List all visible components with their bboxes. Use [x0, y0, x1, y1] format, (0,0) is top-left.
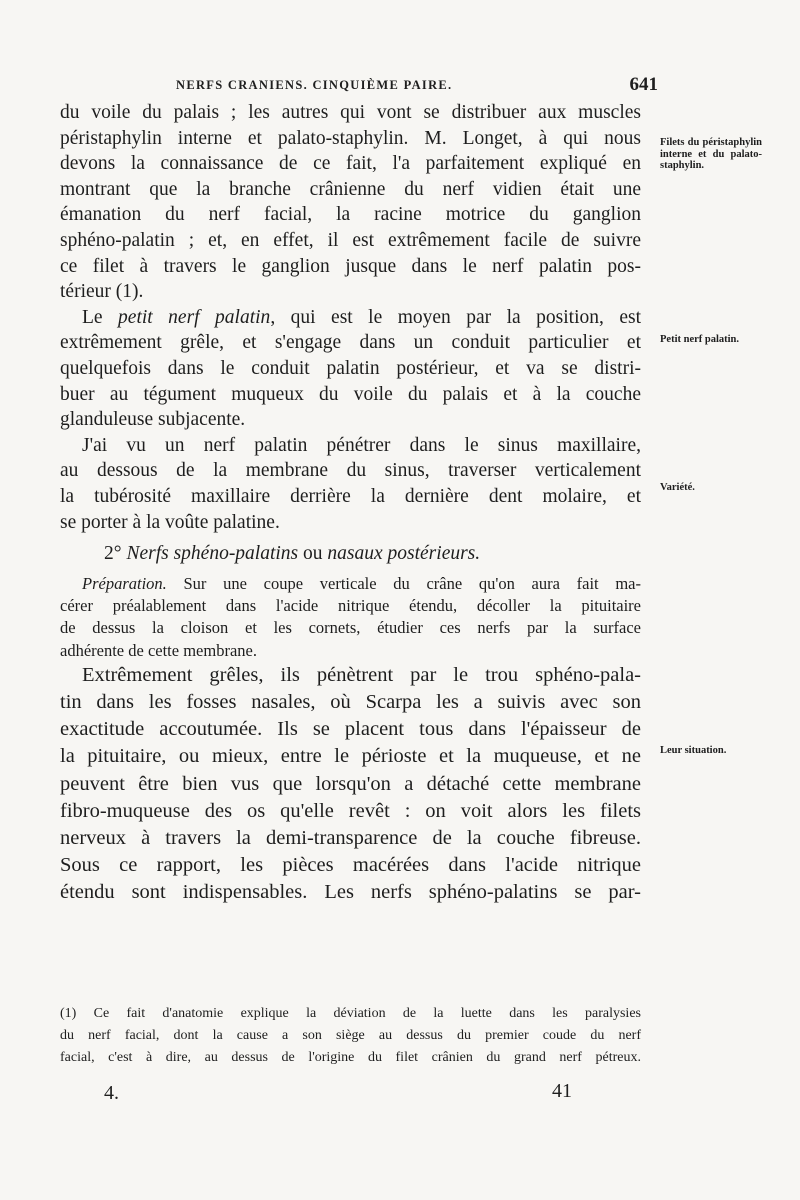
- text-line: buer au tégument muqueux du voile du palais et à la couche: [60, 383, 641, 405]
- section-number: 2°: [104, 543, 122, 565]
- footnote-line: (1) Ce fait d'anatomie explique la déviation de la luette dans les paralysies: [60, 1006, 641, 1021]
- text-line: devons la connaissance de ce fait, l'a parfaitement expliqué en: [60, 153, 641, 175]
- footnote-line: du nerf facial, dont la cause a son siège au dessus du premier coude du nerf: [60, 1028, 641, 1043]
- text-line: sphéno-palatin ; et, en effet, il est extrêmement facile de suivre: [60, 229, 641, 251]
- running-head: NERFS CRANIENS. CINQUIÈME PAIRE.: [176, 78, 453, 92]
- text-line: du voile du palais ; les autres qui vont se distribuer aux muscles: [60, 102, 641, 123]
- text-line: péristaphylin interne et palato-staphylin. M. Longet, à qui nous: [60, 127, 641, 149]
- text-line: exactitude accoutumée. Ils se placent tous dans l'épaisseur de: [60, 718, 641, 741]
- text-line: la tubérosité maxillaire derrière la dernière dent molaire, et: [60, 485, 641, 507]
- text-line: la pituitaire, ou mieux, entre le périoste et la muqueuse, et ne: [60, 745, 641, 768]
- section-connector: ou: [303, 543, 323, 565]
- text-line: fibro-muqueuse des os qu'elle revêt : on voit alors les filets: [60, 799, 641, 822]
- text-line: [60, 305, 641, 331]
- text-line: cérer préalablement dans l'acide nitrique étendu, décoller la pituitaire: [60, 596, 641, 616]
- paragraph-4: [60, 662, 641, 907]
- paragraph-3: [60, 433, 641, 535]
- footnote: [60, 1003, 641, 1069]
- volume-signature: 4.: [104, 1082, 119, 1104]
- term-petit-nerf-palatin: petit nerf palatin: [118, 306, 271, 328]
- text-line: se porter à la voûte palatine.: [60, 511, 280, 533]
- text-line: étendu sont indispensables. Les nerfs sphéno-palatins se par-: [60, 881, 641, 904]
- text-line: Sous ce rapport, les pièces macérées dans l'acide nitrique: [60, 854, 641, 877]
- paragraph-1: [60, 100, 641, 305]
- text-line: glanduleuse subjacente.: [60, 409, 246, 431]
- text-line: ce filet à travers le ganglion jusque dans le nerf palatin pos-: [60, 255, 641, 277]
- text-line: térieur (1).: [60, 281, 144, 303]
- text-line: Extrêmement grêles, ils pénètrent par le trou sphéno-pala-: [82, 663, 641, 686]
- footnote-line: facial, c'est à dire, au dessus de l'origine du filet crânien du grand nerf pétreux.: [60, 1050, 641, 1065]
- preparation-first: Sur une coupe verticale du crâne qu'on aura fait ma-: [166, 574, 641, 594]
- text-line: quelquefois dans le conduit palatin postérieur, et va se distri-: [60, 357, 641, 379]
- section-title-b: nasaux postérieurs.: [327, 543, 481, 565]
- preparation-label: Préparation.: [82, 574, 167, 594]
- section-title: [60, 535, 641, 573]
- body-text: [60, 100, 641, 907]
- preparation-paragraph: [60, 573, 641, 662]
- lead-text: Le: [82, 306, 119, 328]
- page-number: 641: [629, 74, 658, 95]
- text-line: émanation du nerf facial, la racine motrice du ganglion: [60, 204, 641, 226]
- margin-note-variete: Variété.: [660, 482, 695, 493]
- text-line: J'ai vu un nerf palatin pénétrer dans le sinus maxillaire,: [82, 434, 641, 456]
- text-line: [60, 573, 641, 595]
- text-line: au dessous de la membrane du sinus, traverser verticalement: [60, 460, 641, 482]
- paragraph-2: [60, 305, 641, 433]
- lead-rest: , qui est le moyen par la position, est: [270, 306, 642, 328]
- margin-note-petit-nerf: Petit nerf palatin.: [660, 334, 740, 345]
- margin-note-filets: Filets du péristaphylin interne et du palato-staphylin.: [660, 137, 762, 171]
- text-line: nerveux à travers la demi-transparence de la couche fibreuse.: [60, 826, 641, 849]
- text-line: montrant que la branche crânienne du nerf vidien était une: [60, 178, 641, 200]
- sheet-signature: 41: [552, 1080, 572, 1102]
- text-line: extrêmement grêle, et s'engage dans un conduit particulier et: [60, 332, 641, 354]
- section-title-a: Nerfs sphéno-palatins: [126, 543, 299, 565]
- text-line: adhérente de cette membrane.: [60, 640, 257, 660]
- text-line: peuvent être bien vus que lorsqu'on a détaché cette membrane: [60, 772, 641, 795]
- text-line: de dessus la cloison et les cornets, étudier ces nerfs par la surface: [60, 618, 641, 638]
- margin-note-situation: Leur situation.: [660, 745, 727, 756]
- text-line: tin dans les fosses nasales, où Scarpa les a suivis avec son: [60, 691, 641, 714]
